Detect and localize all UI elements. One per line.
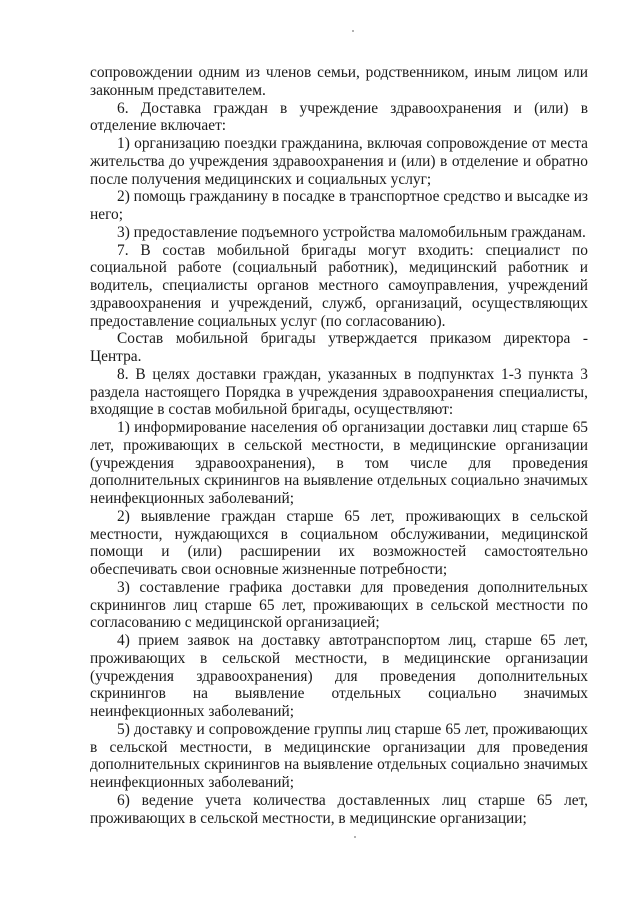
paragraph: 5) доставку и сопровождение группы лиц старше 65 лет, проживающих в сельской местности, в медицинские организации для проведения дополнительных скринингов на выявление отдельных социально значимых неинфекционных заболеваний; xyxy=(90,720,588,791)
paragraph: 2) помощь гражданину в посадке в транспортное средство и высадке из него; xyxy=(90,188,589,223)
scan-speck xyxy=(352,30,354,32)
paragraph: 6. Доставка граждан в учреждение здравоохранения и (или) в отделение включает: xyxy=(90,99,588,135)
paragraph: 6) ведение учета количества доставленных лиц старше 65 лет, проживающих в сельской местности, в медицинские организации; xyxy=(90,791,588,827)
paragraph: 3) составление графика доставки для проведения дополнительных скринингов лиц старше 65 лет, проживающих в сельской местности по согласованию с медицинской организацией; xyxy=(90,578,588,632)
paragraph: 2) выявление граждан старше 65 лет, проживающих в сельской местности, нуждающихся в социальном обслуживании, медицинской помощи и (или) расширении их возможностей самостоятельно обеспечивать свои основные жизненные потребности; xyxy=(90,507,588,578)
document-body xyxy=(90,64,588,827)
paragraph: Состав мобильной бригады утверждается приказом директора - Центра. xyxy=(90,330,588,365)
scan-speck xyxy=(354,836,356,838)
paragraph: 3) предоставление подъемного устройства маломобильным гражданам. xyxy=(117,223,586,241)
paragraph: 8. В целях доставки граждан, указанных в подпунктах 1-3 пункта 3 раздела настоящего Порядка в учреждения здравоохранения специалисты, входящие в состав мобильной бригады, осуществляют: xyxy=(90,365,588,419)
paragraph: 4) прием заявок на доставку автотранспортом лиц, старше 65 лет, проживающих в сельской местности, в медицинские организации (учреждения здравоохранения) для проведения дополнительных скринингов на выявление отдельных социально значимых неинфекционных заболеваний; xyxy=(90,632,588,720)
paragraph: сопровождении одним из членов семьи, родственником, иным лицом или законным представителем. xyxy=(90,64,588,99)
paragraph: 1) организацию поездки гражданина, включая сопровождение от места жительства до учреждения здравоохранения и (или) в отделение и обратно после получения медицинских и социальных услуг; xyxy=(90,135,588,188)
paragraph: 1) информирование населения об организации доставки лиц старше 65 лет, проживающих в сельской местности, в медицинские организации (учреждения здравоохранения), в том числе для проведения дополнительных скринингов на выявление отдельных социально значимых неинфекционных заболеваний; xyxy=(90,419,588,507)
paragraph: 7. В состав мобильной бригады могут входить: специалист по социальной работе (социальный работник), медицинский работник и водитель, специалисты органов местного самоуправления, учреждений здравоохранения и учреждений, служб, организаций, осуществляющих предоставление социальных услуг (по согласованию). xyxy=(90,241,588,330)
